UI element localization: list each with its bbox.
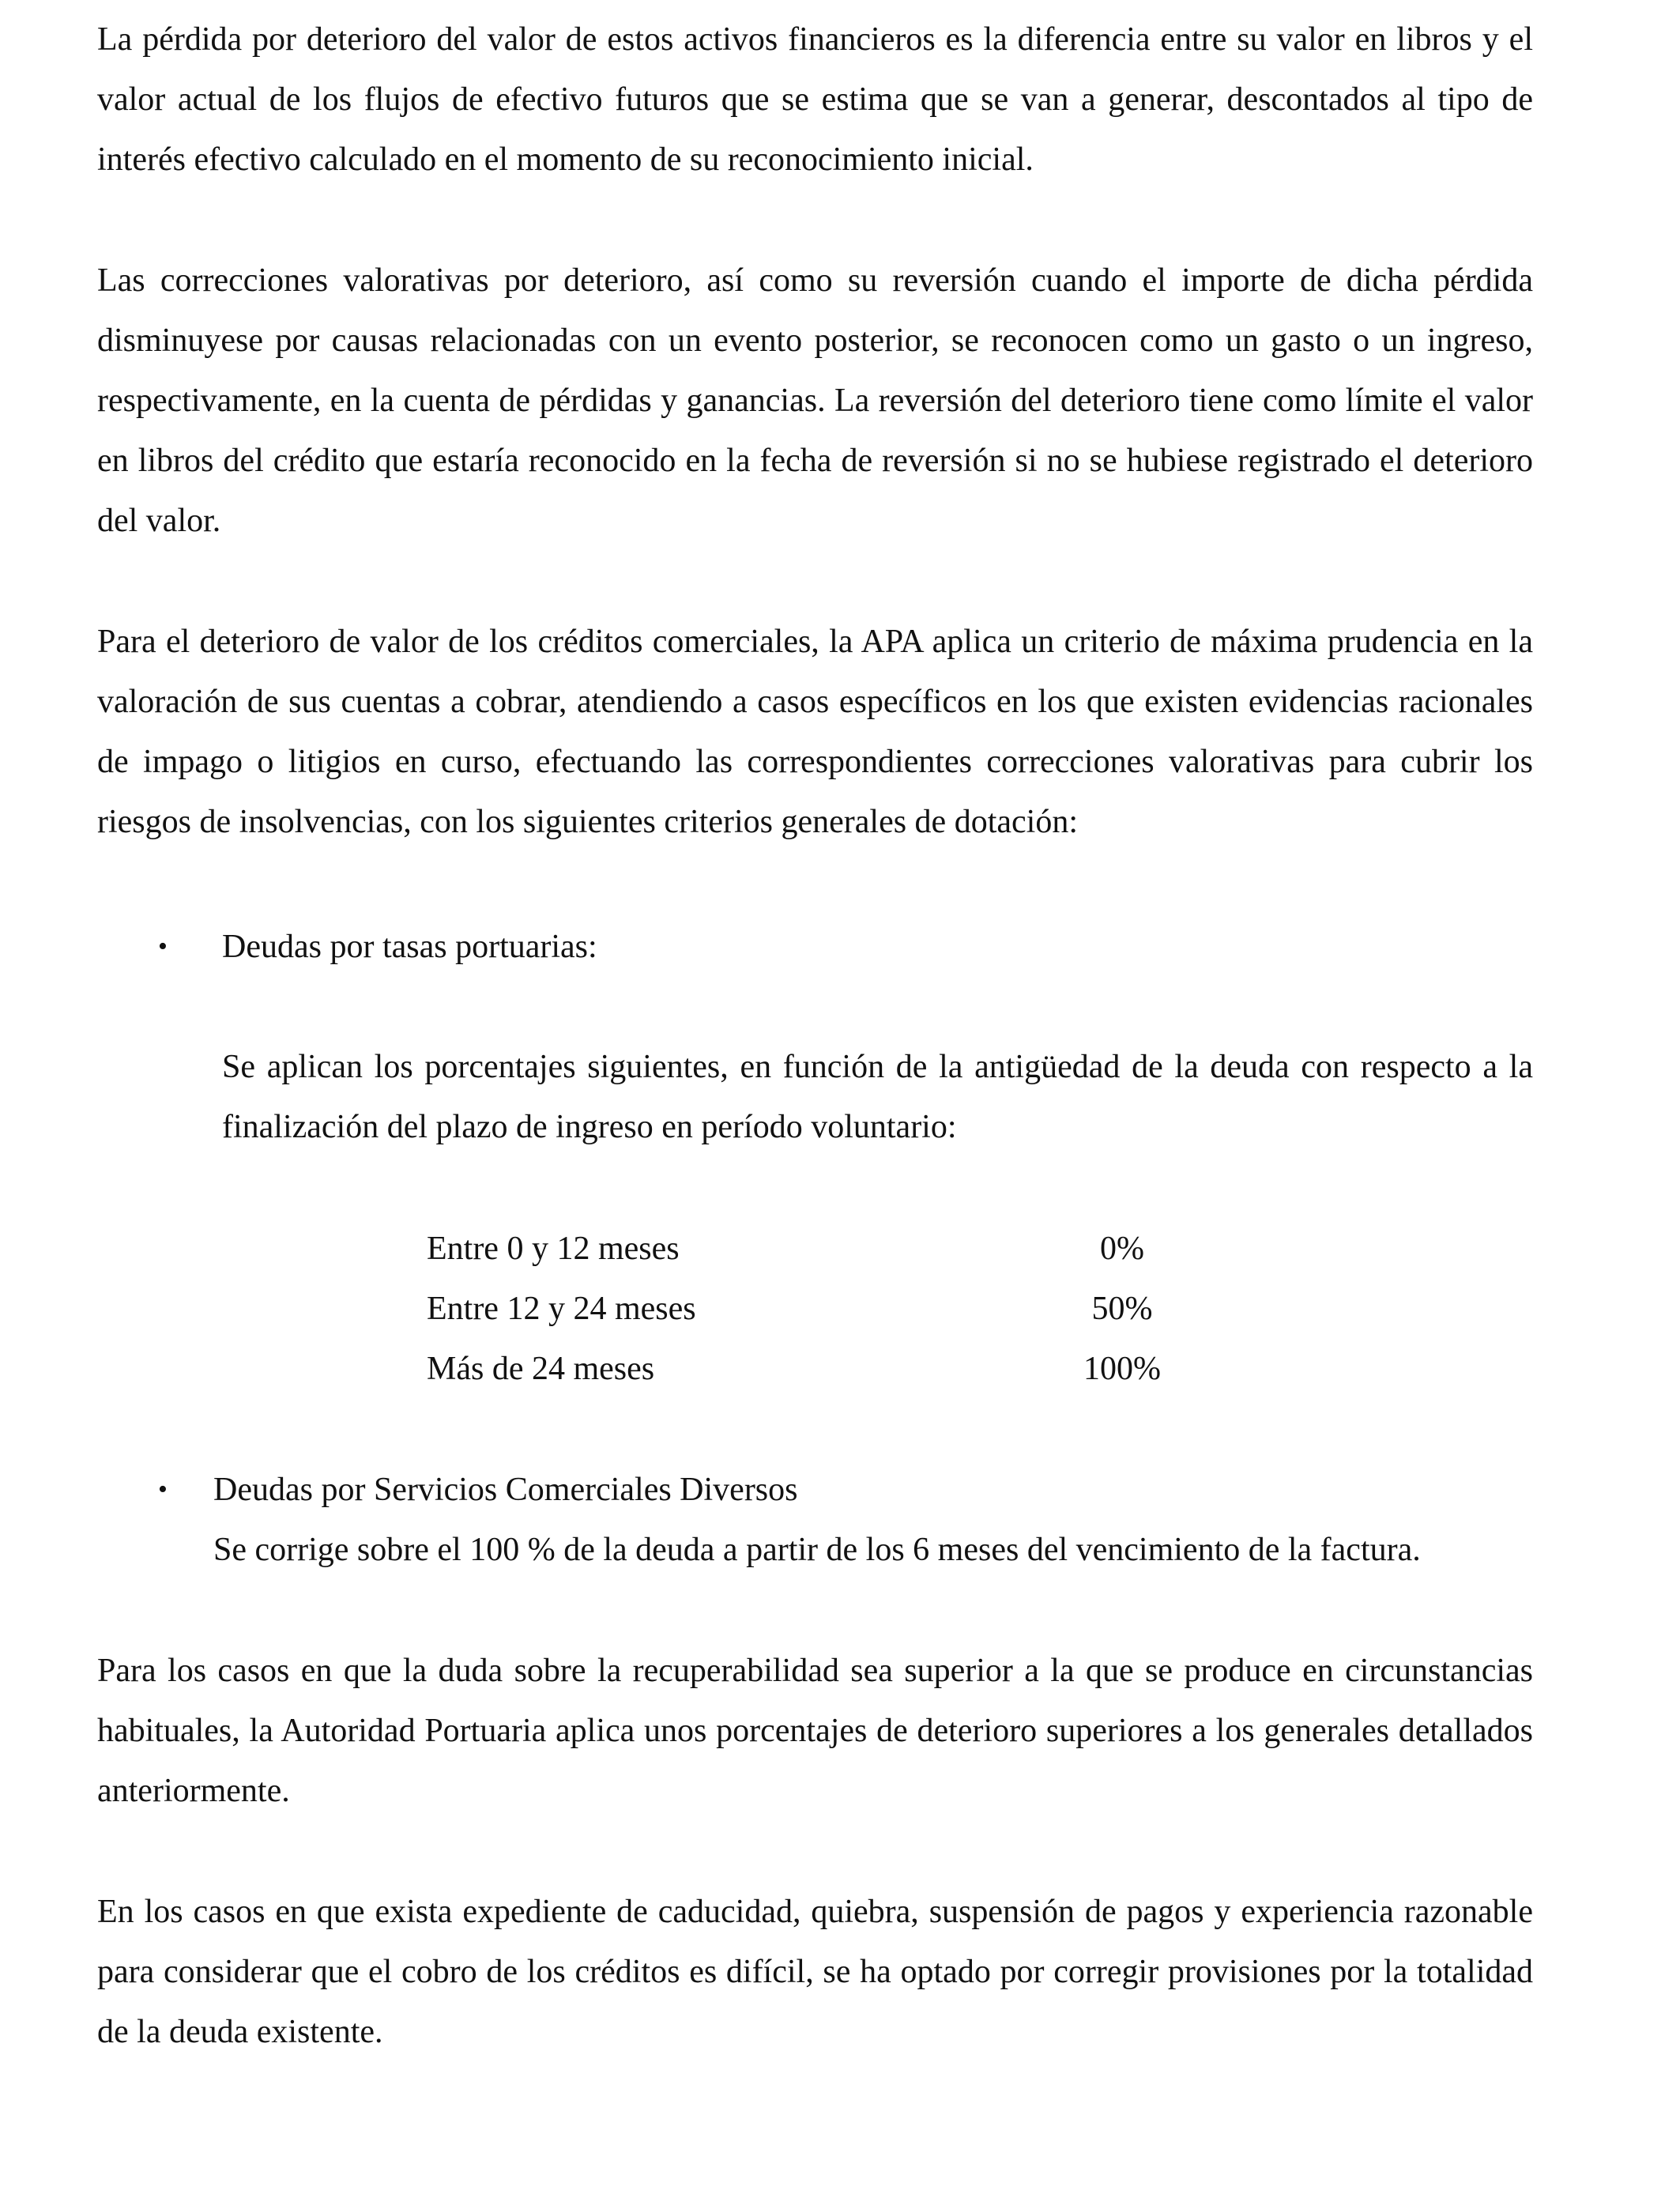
bullet-marker: • bbox=[158, 1475, 168, 1504]
paragraph-higher-doubt: Para los casos en que la duda sobre la recuperabilidad sea superior a la que se produce en circunstancias habituales, la Autoridad Portuaria aplica unos porcentajes de deterioro superiores a los generales detallados anteriormente. bbox=[97, 1653, 1533, 1809]
rate-row bbox=[427, 1219, 1154, 1279]
bullet-title-commercial-services: Deudas por Servicios Comerciales Diversos bbox=[213, 1472, 798, 1508]
commercial-services-description: Se corrige sobre el 100 % de la deuda a partir de los 6 meses del vencimiento de la factura. bbox=[213, 1532, 1421, 1568]
rate-label: Entre 12 y 24 meses bbox=[427, 1291, 696, 1327]
paragraph-valuation-corrections: Las correcciones valorativas por deterioro, así como su reversión cuando el importe de dicha pérdida disminuyese por causas relacionadas con un evento posterior, se reconocen como un gasto o un ingreso, respectivamente, en la cuenta de pérdidas y ganancias. La reversión del deterioro tiene como límite el valor en libros del crédito que estaría reconocido en la fecha de reversión si no se hubiese registrado el deterioro del valor. bbox=[97, 262, 1533, 539]
rate-value: 50% bbox=[1091, 1291, 1153, 1327]
paragraph-bankruptcy-cases: En los casos en que exista expediente de caducidad, quiebra, suspensión de pagos y experiencia razonable para considerar que el cobro de los créditos es difícil, se ha optado por corregir provisiones por la totalidad de la deuda existente. bbox=[97, 1894, 1533, 2050]
rate-value: 0% bbox=[1100, 1231, 1144, 1267]
paragraph-commercial-credits: Para el deterioro de valor de los créditos comerciales, la APA aplica un criterio de máxima prudencia en la valoración de sus cuentas a cobrar, atendiendo a casos específicos en los que existen evidencias racionales de impago o litigios en curso, efectuando las correspondientes correcciones valorativas para cubrir los riesgos de insolvencias, con los siguientes criterios generales de dotación: bbox=[97, 624, 1533, 840]
port-fees-description: Se aplican los porcentajes siguientes, en función de la antigüedad de la deuda con respecto a la finalización del plazo de ingreso en período voluntario: bbox=[222, 1049, 1533, 1145]
bullet-title-port-fees: Deudas por tasas portuarias: bbox=[222, 929, 597, 965]
rate-value: 100% bbox=[1083, 1351, 1161, 1387]
bullet-marker: • bbox=[158, 932, 168, 961]
rate-label: Entre 0 y 12 meses bbox=[427, 1231, 680, 1267]
paragraph-impairment-loss: La pérdida por deterioro del valor de estos activos financieros es la diferencia entre su valor en libros y el valor actual de los flujos de efectivo futuros que se estima que se van a generar, descontados al tipo de interés efectivo calculado en el momento de su reconocimiento inicial. bbox=[97, 21, 1533, 178]
rate-row bbox=[427, 1339, 1161, 1399]
rate-label: Más de 24 meses bbox=[427, 1351, 655, 1387]
rate-row bbox=[427, 1279, 1154, 1339]
